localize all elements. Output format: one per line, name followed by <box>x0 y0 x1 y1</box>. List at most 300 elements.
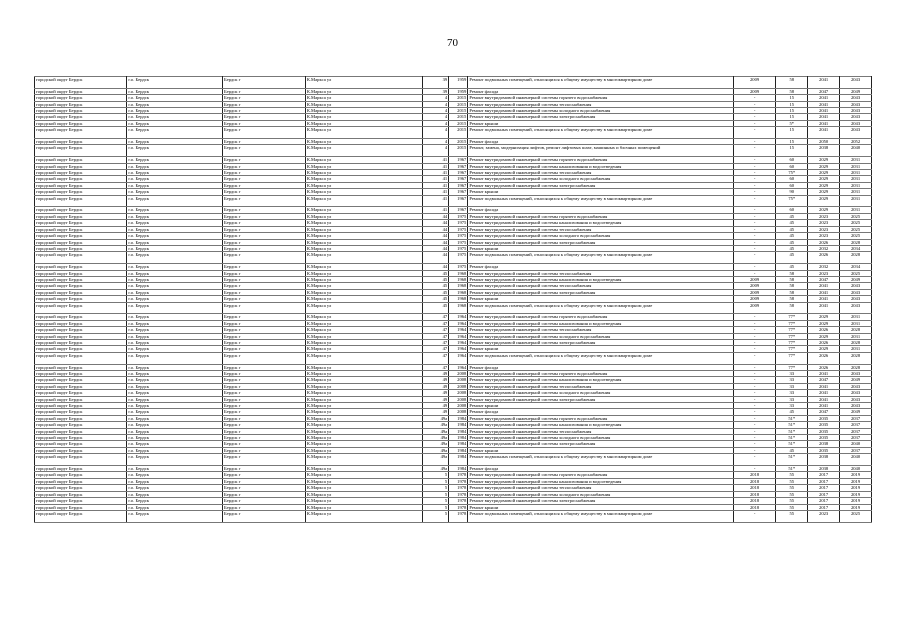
cell-street: К.Маркса ул <box>305 120 422 126</box>
cell-okrug: городской округ Бердск <box>35 478 127 484</box>
cell-settlement: Бердск г <box>223 114 306 120</box>
cell-street: К.Маркса ул <box>305 504 422 510</box>
cell-plan-start: 2041 <box>808 289 840 295</box>
cell-wear-percent: 55 <box>776 472 808 478</box>
cell-plan-end: 2037 <box>840 422 872 428</box>
cell-plan-start: 2029 <box>808 176 840 182</box>
cell-municipality: г.о. Бердск <box>127 252 223 264</box>
cell-plan-start: 2029 <box>808 157 840 163</box>
cell-plan-start: 2026 <box>808 252 840 264</box>
cell-wear-percent: 45 <box>776 447 808 453</box>
cell-build-year: 1975 <box>449 233 468 239</box>
cell-street: К.Маркса ул <box>305 333 422 339</box>
cell-work-type: Ремонт внутридомовой инженерной системы электроснабжения <box>468 339 734 345</box>
cell-street: К.Маркса ул <box>305 409 422 415</box>
cell-okrug: городской округ Бердск <box>35 157 127 163</box>
cell-wear-percent: 55 <box>776 478 808 484</box>
cell-plan-start: 2029 <box>808 346 840 352</box>
cell-house: 44 <box>422 245 449 251</box>
cell-settlement: Бердск г <box>223 422 306 428</box>
cell-last-repair-year: 2009 <box>733 276 775 282</box>
cell-plan-end: 2043 <box>840 396 872 402</box>
cell-okrug: городской округ Бердск <box>35 270 127 276</box>
cell-plan-end: 2037 <box>840 415 872 421</box>
cell-house: 4 <box>422 139 449 145</box>
cell-municipality: г.о. Бердск <box>127 377 223 383</box>
cell-wear-percent: 45 <box>776 213 808 219</box>
cell-house: 47 <box>422 339 449 345</box>
table-body <box>35 77 872 523</box>
cell-work-type: Ремонт фасада <box>468 88 734 94</box>
cell-settlement: Бердск г <box>223 510 306 522</box>
cell-settlement: Бердск г <box>223 383 306 389</box>
cell-municipality: г.о. Бердск <box>127 207 223 213</box>
cell-street: К.Маркса ул <box>305 182 422 188</box>
cell-okrug: городской округ Бердск <box>35 182 127 188</box>
cell-work-type: Ремонт внутридомовой инженерной системы горячего водоснабжения <box>468 314 734 320</box>
cell-okrug: городской округ Бердск <box>35 435 127 441</box>
cell-house: 44 <box>422 226 449 232</box>
cell-okrug: городской округ Бердск <box>35 264 127 270</box>
cell-plan-start: 2029 <box>808 207 840 213</box>
cell-plan-start: 2041 <box>808 403 840 409</box>
cell-okrug: городской округ Бердск <box>35 120 127 126</box>
cell-okrug: городской округ Бердск <box>35 226 127 232</box>
cell-settlement: Бердск г <box>223 415 306 421</box>
cell-plan-start: 2047 <box>808 377 840 383</box>
cell-settlement: Бердск г <box>223 364 306 370</box>
cell-build-year: 2015 <box>449 114 468 120</box>
cell-house: 44 <box>422 239 449 245</box>
cell-house: 45 <box>422 270 449 276</box>
cell-last-repair-year: - <box>733 422 775 428</box>
cell-last-repair-year: 2009 <box>733 88 775 94</box>
cell-municipality: г.о. Бердск <box>127 296 223 302</box>
cell-okrug: городской округ Бердск <box>35 239 127 245</box>
cell-okrug: городской округ Бердск <box>35 428 127 434</box>
cell-build-year: 1978 <box>449 510 468 522</box>
cell-last-repair-year: - <box>733 441 775 447</box>
cell-settlement: Бердск г <box>223 485 306 491</box>
cell-plan-start: 2029 <box>808 333 840 339</box>
cell-work-type: Ремонт внутридомовой инженерной системы холодного водоснабжения <box>468 333 734 339</box>
cell-last-repair-year: 2018 <box>733 498 775 504</box>
cell-plan-start: 2041 <box>808 296 840 302</box>
cell-plan-start: 2029 <box>808 320 840 326</box>
cell-settlement: Бердск г <box>223 491 306 497</box>
cell-build-year: 1959 <box>449 77 468 89</box>
cell-okrug: городской округ Бердск <box>35 139 127 145</box>
cell-last-repair-year: - <box>733 383 775 389</box>
cell-municipality: г.о. Бердск <box>127 472 223 478</box>
cell-house: 49 <box>422 370 449 376</box>
cell-wear-percent: 77* <box>776 364 808 370</box>
cell-street: К.Маркса ул <box>305 296 422 302</box>
cell-municipality: г.о. Бердск <box>127 498 223 504</box>
cell-street: К.Маркса ул <box>305 252 422 264</box>
cell-plan-end: 2031 <box>840 320 872 326</box>
cell-plan-end: 2043 <box>840 283 872 289</box>
cell-settlement: Бердск г <box>223 302 306 314</box>
cell-okrug: городской округ Бердск <box>35 333 127 339</box>
cell-wear-percent: 58 <box>776 276 808 282</box>
cell-plan-start: 2038 <box>808 454 840 466</box>
cell-build-year: 1975 <box>449 226 468 232</box>
cell-plan-start: 2041 <box>808 370 840 376</box>
cell-plan-start: 2029 <box>808 195 840 207</box>
cell-plan-end: 2043 <box>840 77 872 89</box>
cell-street: К.Маркса ул <box>305 377 422 383</box>
cell-wear-percent: 55 <box>776 485 808 491</box>
cell-house: 44 <box>422 220 449 226</box>
cell-plan-end: 2043 <box>840 370 872 376</box>
cell-settlement: Бердск г <box>223 447 306 453</box>
cell-street: К.Маркса ул <box>305 233 422 239</box>
cell-street: К.Маркса ул <box>305 314 422 320</box>
cell-last-repair-year: 2009 <box>733 289 775 295</box>
cell-street: К.Маркса ул <box>305 108 422 114</box>
cell-last-repair-year: - <box>733 182 775 188</box>
cell-settlement: Бердск г <box>223 108 306 114</box>
cell-settlement: Бердск г <box>223 403 306 409</box>
cell-work-type: Ремонт крыши <box>468 296 734 302</box>
cell-wear-percent: 51* <box>776 415 808 421</box>
cell-house: 49а <box>422 441 449 447</box>
cell-wear-percent: 33 <box>776 377 808 383</box>
cell-plan-end: 2031 <box>840 333 872 339</box>
cell-work-type: Ремонт внутридомовой инженерной системы канализования и водоотведения <box>468 163 734 169</box>
cell-plan-start: 2038 <box>808 441 840 447</box>
cell-plan-end: 2019 <box>840 472 872 478</box>
cell-wear-percent: 51* <box>776 466 808 472</box>
cell-wear-percent: 60 <box>776 207 808 213</box>
cell-settlement: Бердск г <box>223 352 306 364</box>
cell-build-year: 1959 <box>449 88 468 94</box>
cell-plan-start: 2026 <box>808 364 840 370</box>
cell-plan-end: 2034 <box>840 245 872 251</box>
cell-settlement: Бердск г <box>223 377 306 383</box>
cell-last-repair-year: - <box>733 403 775 409</box>
cell-last-repair-year: - <box>733 415 775 421</box>
cell-municipality: г.о. Бердск <box>127 333 223 339</box>
cell-work-type: Ремонт внутридомовой инженерной системы канализования и водоотведения <box>468 422 734 428</box>
cell-wear-percent: 77* <box>776 346 808 352</box>
cell-municipality: г.о. Бердск <box>127 390 223 396</box>
cell-street: К.Маркса ул <box>305 320 422 326</box>
cell-street: К.Маркса ул <box>305 485 422 491</box>
cell-plan-start: 2023 <box>808 233 840 239</box>
cell-work-type: Ремонт крыши <box>468 346 734 352</box>
cell-last-repair-year: - <box>733 95 775 101</box>
cell-municipality: г.о. Бердск <box>127 485 223 491</box>
cell-build-year: 1964 <box>449 352 468 364</box>
cell-okrug: городской округ Бердск <box>35 233 127 239</box>
cell-plan-start: 2041 <box>808 95 840 101</box>
cell-work-type: Ремонт внутридомовой инженерной системы теплоснабжения <box>468 270 734 276</box>
cell-last-repair-year: - <box>733 101 775 107</box>
cell-okrug: городской округ Бердск <box>35 339 127 345</box>
cell-work-type: Ремонт внутридомовой инженерной системы канализования и водоотведения <box>468 478 734 484</box>
cell-plan-start: 2035 <box>808 415 840 421</box>
cell-plan-start: 2023 <box>808 220 840 226</box>
cell-plan-start: 2017 <box>808 478 840 484</box>
cell-house: 41 <box>422 182 449 188</box>
cell-last-repair-year: 2018 <box>733 504 775 510</box>
cell-last-repair-year: - <box>733 270 775 276</box>
cell-house: 47 <box>422 320 449 326</box>
cell-build-year: 1964 <box>449 339 468 345</box>
table-row <box>35 454 872 466</box>
cell-municipality: г.о. Бердск <box>127 176 223 182</box>
cell-plan-end: 2040 <box>840 466 872 472</box>
cell-street: К.Маркса ул <box>305 289 422 295</box>
cell-street: К.Маркса ул <box>305 422 422 428</box>
cell-settlement: Бердск г <box>223 435 306 441</box>
cell-wear-percent: 58 <box>776 296 808 302</box>
cell-settlement: Бердск г <box>223 189 306 195</box>
cell-plan-start: 2041 <box>808 302 840 314</box>
cell-plan-start: 2026 <box>808 327 840 333</box>
cell-last-repair-year: - <box>733 466 775 472</box>
cell-plan-start: 2017 <box>808 485 840 491</box>
cell-house: 49 <box>422 390 449 396</box>
cell-last-repair-year: - <box>733 320 775 326</box>
cell-build-year: 2015 <box>449 101 468 107</box>
cell-house: 49а <box>422 454 449 466</box>
cell-plan-start: 2047 <box>808 409 840 415</box>
cell-house: 47 <box>422 314 449 320</box>
cell-plan-end: 2031 <box>840 163 872 169</box>
table-row <box>35 252 872 264</box>
cell-wear-percent: 58 <box>776 302 808 314</box>
cell-build-year: 1978 <box>449 485 468 491</box>
cell-plan-end: 2040 <box>840 441 872 447</box>
cell-last-repair-year: - <box>733 139 775 145</box>
cell-build-year: 1978 <box>449 472 468 478</box>
cell-okrug: городской округ Бердск <box>35 88 127 94</box>
cell-settlement: Бердск г <box>223 176 306 182</box>
cell-street: К.Маркса ул <box>305 491 422 497</box>
cell-okrug: городской округ Бердск <box>35 491 127 497</box>
cell-municipality: г.о. Бердск <box>127 189 223 195</box>
table-row <box>35 352 872 364</box>
cell-plan-end: 2019 <box>840 504 872 510</box>
cell-work-type: Ремонт внутридомовой инженерной системы горячего водоснабжения <box>468 415 734 421</box>
cell-work-type: Ремонт внутридомовой инженерной системы электроснабжения <box>468 289 734 295</box>
cell-settlement: Бердск г <box>223 339 306 345</box>
cell-build-year: 1967 <box>449 163 468 169</box>
cell-street: К.Маркса ул <box>305 302 422 314</box>
cell-work-type: Ремонт подвальных помещений, относящихся к общему имуществу в многоквартирном доме <box>468 302 734 314</box>
cell-wear-percent: 58 <box>776 289 808 295</box>
cell-wear-percent: 58 <box>776 77 808 89</box>
cell-build-year: 1984 <box>449 447 468 453</box>
cell-street: К.Маркса ул <box>305 239 422 245</box>
cell-plan-start: 2041 <box>808 283 840 289</box>
cell-municipality: г.о. Бердск <box>127 422 223 428</box>
table-row <box>35 302 872 314</box>
cell-last-repair-year: 2009 <box>733 77 775 89</box>
cell-municipality: г.о. Бердск <box>127 314 223 320</box>
cell-plan-end: 2031 <box>840 346 872 352</box>
cell-plan-end: 2049 <box>840 88 872 94</box>
cell-street: К.Маркса ул <box>305 139 422 145</box>
cell-wear-percent: 15 <box>776 139 808 145</box>
cell-municipality: г.о. Бердск <box>127 213 223 219</box>
cell-okrug: городской округ Бердск <box>35 195 127 207</box>
cell-street: К.Маркса ул <box>305 428 422 434</box>
cell-house: 49 <box>422 409 449 415</box>
cell-settlement: Бердск г <box>223 466 306 472</box>
cell-plan-end: 2043 <box>840 296 872 302</box>
cell-plan-start: 2023 <box>808 213 840 219</box>
cell-last-repair-year: - <box>733 157 775 163</box>
cell-work-type: Ремонт внутридомовой инженерной системы электроснабжения <box>468 239 734 245</box>
cell-last-repair-year: 2018 <box>733 491 775 497</box>
cell-street: К.Маркса ул <box>305 466 422 472</box>
cell-work-type: Ремонт внутридомовой инженерной системы теплоснабжения <box>468 226 734 232</box>
cell-house: 4 <box>422 127 449 139</box>
cell-plan-start: 2017 <box>808 491 840 497</box>
cell-last-repair-year: - <box>733 428 775 434</box>
cell-plan-start: 2035 <box>808 422 840 428</box>
cell-wear-percent: 51* <box>776 422 808 428</box>
cell-build-year: 1975 <box>449 245 468 251</box>
cell-wear-percent: 51* <box>776 454 808 466</box>
cell-last-repair-year: - <box>733 189 775 195</box>
cell-okrug: городской округ Бердск <box>35 283 127 289</box>
cell-street: К.Маркса ул <box>305 346 422 352</box>
cell-house: 5 <box>422 510 449 522</box>
cell-plan-start: 2041 <box>808 114 840 120</box>
cell-wear-percent: 15 <box>776 101 808 107</box>
cell-wear-percent: 45 <box>776 264 808 270</box>
cell-house: 44 <box>422 213 449 219</box>
cell-plan-end: 2019 <box>840 498 872 504</box>
cell-build-year: 1967 <box>449 195 468 207</box>
cell-street: К.Маркса ул <box>305 478 422 484</box>
cell-municipality: г.о. Бердск <box>127 108 223 114</box>
cell-municipality: г.о. Бердск <box>127 95 223 101</box>
cell-okrug: городской округ Бердск <box>35 327 127 333</box>
cell-settlement: Бердск г <box>223 226 306 232</box>
cell-municipality: г.о. Бердск <box>127 195 223 207</box>
cell-plan-end: 2037 <box>840 428 872 434</box>
cell-plan-end: 2025 <box>840 220 872 226</box>
cell-plan-end: 2031 <box>840 195 872 207</box>
cell-settlement: Бердск г <box>223 101 306 107</box>
cell-wear-percent: 33 <box>776 396 808 402</box>
cell-municipality: г.о. Бердск <box>127 447 223 453</box>
cell-street: К.Маркса ул <box>305 352 422 364</box>
cell-build-year: 1975 <box>449 252 468 264</box>
cell-last-repair-year: - <box>733 447 775 453</box>
cell-work-type: Ремонт внутридомовой инженерной системы холодного водоснабжения <box>468 176 734 182</box>
cell-street: К.Маркса ул <box>305 189 422 195</box>
cell-plan-end: 2043 <box>840 127 872 139</box>
cell-build-year: 2008 <box>449 377 468 383</box>
cell-plan-end: 2019 <box>840 485 872 491</box>
cell-work-type: Ремонт, замена, модернизация лифтов, ремонт лифтовых шахт, машинных и блочных помещений <box>468 145 734 157</box>
cell-okrug: городской округ Бердск <box>35 346 127 352</box>
cell-last-repair-year: 2009 <box>733 302 775 314</box>
cell-municipality: г.о. Бердск <box>127 454 223 466</box>
cell-okrug: городской округ Бердск <box>35 320 127 326</box>
cell-municipality: г.о. Бердск <box>127 127 223 139</box>
cell-build-year: 2008 <box>449 403 468 409</box>
cell-house: 41 <box>422 170 449 176</box>
cell-work-type: Ремонт крыши <box>468 245 734 251</box>
cell-work-type: Ремонт внутридомовой инженерной системы канализования и водоотведения <box>468 220 734 226</box>
cell-last-repair-year: - <box>733 127 775 139</box>
cell-plan-start: 2041 <box>808 108 840 114</box>
cell-settlement: Бердск г <box>223 270 306 276</box>
cell-house: 5 <box>422 498 449 504</box>
cell-municipality: г.о. Бердск <box>127 415 223 421</box>
cell-house: 45 <box>422 302 449 314</box>
cell-wear-percent: 60 <box>776 157 808 163</box>
cell-plan-end: 2028 <box>840 339 872 345</box>
cell-municipality: г.о. Бердск <box>127 370 223 376</box>
cell-plan-start: 2026 <box>808 352 840 364</box>
cell-wear-percent: 58 <box>776 283 808 289</box>
cell-street: К.Маркса ул <box>305 383 422 389</box>
cell-last-repair-year: - <box>733 370 775 376</box>
cell-municipality: г.о. Бердск <box>127 289 223 295</box>
cell-wear-percent: 55 <box>776 504 808 510</box>
cell-last-repair-year: - <box>733 364 775 370</box>
cell-municipality: г.о. Бердск <box>127 302 223 314</box>
cell-work-type: Ремонт внутридомовой инженерной системы холодного водоснабжения <box>468 108 734 114</box>
cell-house: 45 <box>422 296 449 302</box>
cell-house: 41 <box>422 163 449 169</box>
cell-build-year: 1984 <box>449 441 468 447</box>
cell-build-year: 1968 <box>449 283 468 289</box>
cell-plan-start: 2041 <box>808 127 840 139</box>
cell-last-repair-year: - <box>733 396 775 402</box>
cell-wear-percent: 51* <box>776 441 808 447</box>
cell-house: 4 <box>422 95 449 101</box>
cell-wear-percent: 77* <box>776 327 808 333</box>
cell-wear-percent: 51* <box>776 435 808 441</box>
cell-work-type: Ремонт крыши <box>468 504 734 510</box>
cell-build-year: 2015 <box>449 120 468 126</box>
cell-house: 49 <box>422 383 449 389</box>
cell-plan-start: 2041 <box>808 120 840 126</box>
cell-street: К.Маркса ул <box>305 454 422 466</box>
cell-plan-end: 2043 <box>840 114 872 120</box>
cell-okrug: городской округ Бердск <box>35 370 127 376</box>
cell-house: 45 <box>422 276 449 282</box>
cell-last-repair-year: - <box>733 314 775 320</box>
cell-house: 49 <box>422 403 449 409</box>
cell-settlement: Бердск г <box>223 454 306 466</box>
cell-plan-end: 2025 <box>840 226 872 232</box>
cell-street: К.Маркса ул <box>305 127 422 139</box>
cell-wear-percent: 45 <box>776 245 808 251</box>
cell-work-type: Ремонт внутридомовой инженерной системы горячего водоснабжения <box>468 213 734 219</box>
cell-street: К.Маркса ул <box>305 370 422 376</box>
cell-last-repair-year: - <box>733 163 775 169</box>
cell-okrug: городской округ Бердск <box>35 95 127 101</box>
cell-work-type: Ремонт внутридомовой инженерной системы электроснабжения <box>468 182 734 188</box>
cell-plan-start: 2029 <box>808 170 840 176</box>
cell-plan-end: 2028 <box>840 239 872 245</box>
cell-okrug: городской округ Бердск <box>35 504 127 510</box>
cell-build-year: 1967 <box>449 157 468 163</box>
cell-plan-end: 2019 <box>840 478 872 484</box>
cell-plan-start: 2023 <box>808 510 840 522</box>
